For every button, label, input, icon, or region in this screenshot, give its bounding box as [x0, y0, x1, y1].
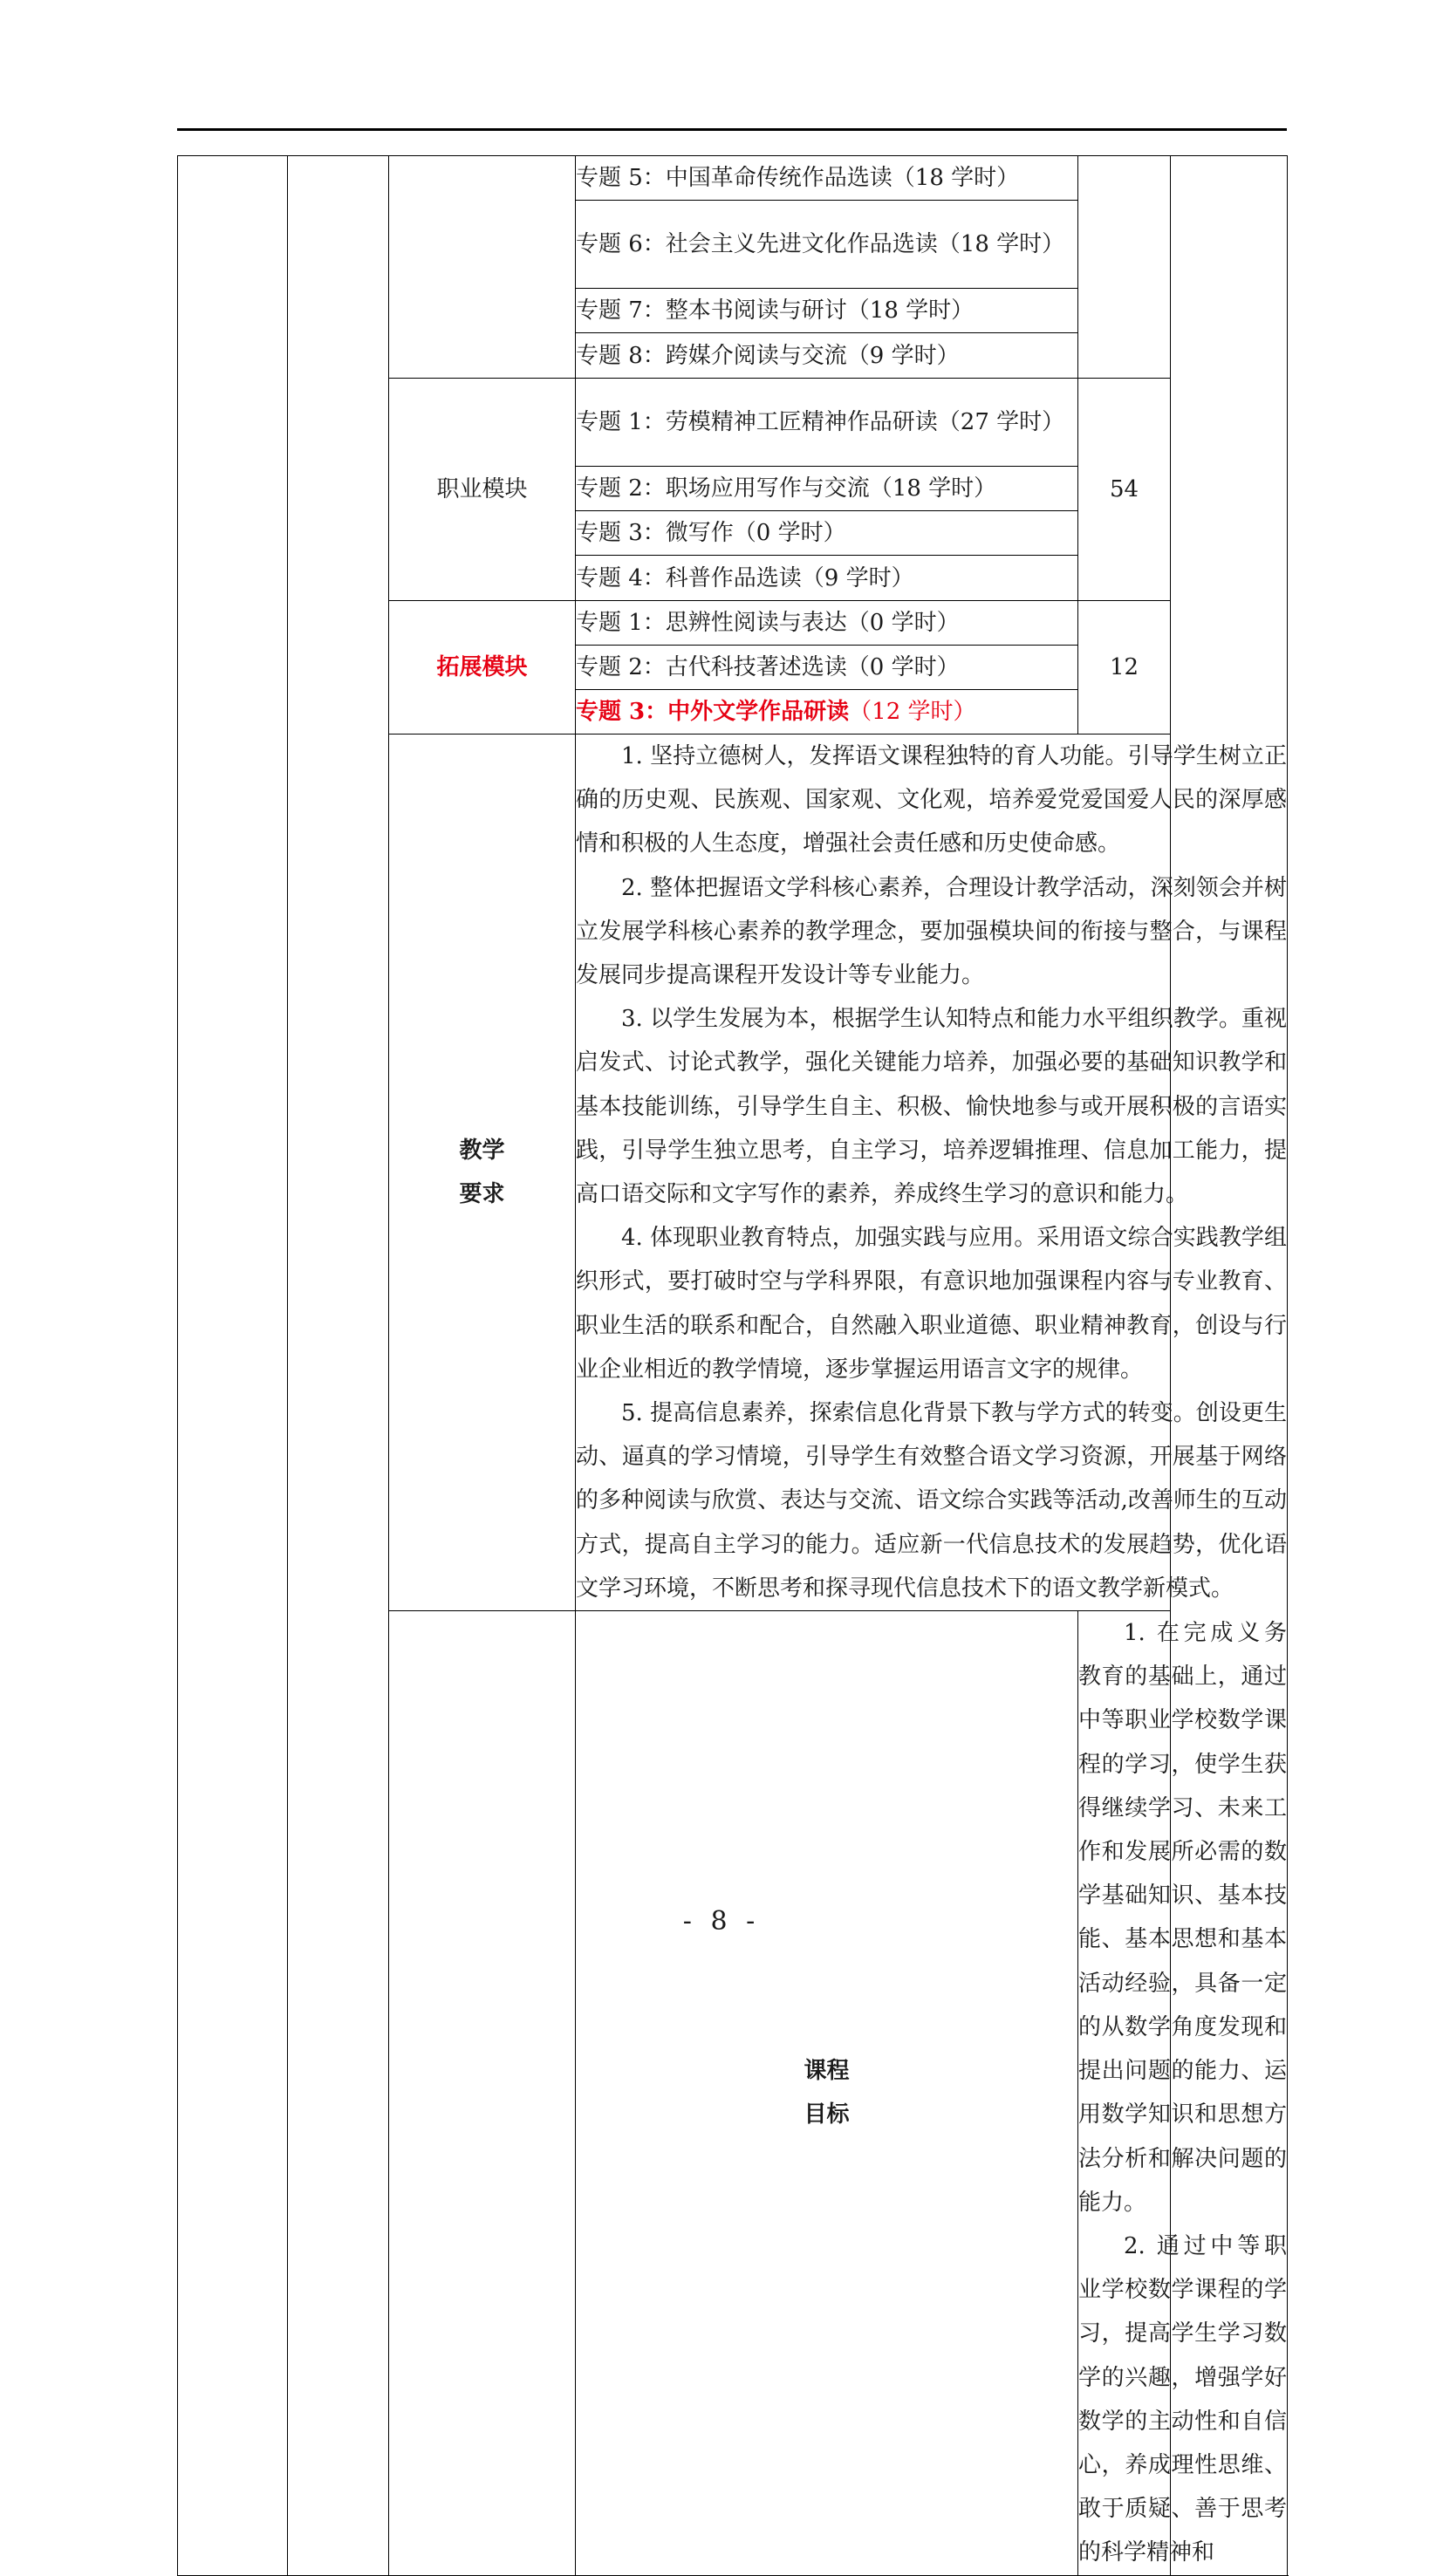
left-blank-cell-2	[389, 1611, 576, 2575]
header-rule	[177, 128, 1287, 131]
section-label-course-objectives	[576, 1611, 1078, 2575]
label-line: 教学	[459, 1138, 505, 1165]
module-name-extension: 拓展模块	[389, 601, 576, 735]
topic-item: 专题 2：古代科技著述选读（0 学时）	[576, 646, 1078, 690]
module-name-vocational: 职业模块	[389, 379, 576, 601]
topic-item: 专题 5：中国革命传统作品选读（18 学时）	[576, 156, 1078, 201]
topic-item: 专题 4：科普作品选读（9 学时）	[576, 556, 1078, 601]
topic-item: 专题 1：劳模精神工匠精神作品研读（27 学时）	[576, 379, 1078, 467]
course-table	[177, 155, 1288, 2576]
highlight-topic-label: 专题 3：中外文学作品研读	[576, 699, 850, 725]
highlight-topic-hours: （12 学时）	[849, 699, 976, 725]
left-blank-cell-1	[178, 156, 288, 2576]
paragraph: 2. 整体把握语文学科核心素养，合理设计教学活动，深刻领会并树立发展学科核心素养的教学理念，要加强模块间的衔接与整合，与课程发展同步提高课程开发设计等专业能力。	[576, 874, 1287, 989]
module-hours-vocational: 54	[1078, 379, 1171, 601]
blank-cell	[288, 156, 389, 2576]
module-hours-extension: 12	[1078, 601, 1171, 735]
hours-cell-continued	[1078, 156, 1171, 379]
paragraph: 1. 在完成义务教育的基础上，通过中等职业学校数学课程的学习，使学生获得继续学习、未来工作和发展所必需的数学基础知识、基本技能、基本思想和基本活动经验，具备一定的从数学角度发现和提出问题的能力、运用数学知识和思想方法分析和解决问题的能力。	[1078, 1620, 1287, 2216]
label-line: 课程	[804, 2058, 850, 2085]
paragraph: 5. 提高信息素养，探索信息化背景下教与学方式的转变。创设更生动、逼真的学习情境，引导学生有效整合语文学习资源，开展基于网络的多种阅读与欣赏、表达与交流、语文综合实践等活动,改善师生的互动方式，提高自主学习的能力。适应新一代信息技术的发展趋势，优化语文学习环境，不断思考和探寻现代信息技术下的语文教学新模式。	[576, 1400, 1287, 1602]
topic-item: 专题 1：思辨性阅读与表达（0 学时）	[576, 601, 1078, 646]
topic-item: 专题 8：跨媒介阅读与交流（9 学时）	[576, 333, 1078, 379]
topic-item-highlight	[576, 690, 1078, 735]
paragraph: 1. 坚持立德树人，发挥语文课程独特的育人功能。引导学生树立正确的历史观、民族观、国家观、文化观，培养爱党爱国爱人民的深厚感情和积极的人生态度，增强社会责任感和历史使命感。	[576, 743, 1287, 858]
course-objectives-content	[1078, 1611, 1288, 2575]
paragraph: 3. 以学生发展为本，根据学生认知特点和能力水平组织教学。重视启发式、讨论式教学，强化关键能力培养，加强必要的基础知识教学和基本技能训练，引导学生自主、积极、愉快地参与或开展积极的言语实践，引导学生独立思考，自主学习，培养逻辑推理、信息加工能力，提高口语交际和文字写作的素养，养成终生学习的意识和能力。	[576, 1006, 1287, 1208]
paragraph: 4. 体现职业教育特点，加强实践与应用。采用语文综合实践教学组织形式，要打破时空与学科界限，有意识地加强课程内容与专业教育、职业生活的联系和配合，自然融入职业道德、职业精神教育，创设与行业企业相近的教学情境，逐步掌握运用语言文字的规律。	[576, 1225, 1287, 1383]
label-line: 要求	[459, 1181, 505, 1208]
teaching-requirements-content	[576, 735, 1288, 1611]
section-label-teaching-requirements	[389, 735, 576, 1611]
topic-item: 专题 6：社会主义先进文化作品选读（18 学时）	[576, 201, 1078, 289]
topic-item: 专题 3：微写作（0 学时）	[576, 511, 1078, 556]
topic-item: 专题 2：职场应用写作与交流（18 学时）	[576, 467, 1078, 511]
label-line: 目标	[804, 2101, 850, 2128]
topic-item: 专题 7：整本书阅读与研讨（18 学时）	[576, 289, 1078, 333]
page-number: - 8 -	[682, 1906, 761, 1937]
module-name-cell-continued	[389, 156, 576, 379]
paragraph: 2. 通过中等职业学校数学课程的学习，提高学生学习数学的兴趣，增强学好数学的主动性和自信心，养成理性思维、敢于质疑、善于思考的科学精神和	[1078, 2232, 1287, 2566]
table-row	[178, 156, 1288, 201]
